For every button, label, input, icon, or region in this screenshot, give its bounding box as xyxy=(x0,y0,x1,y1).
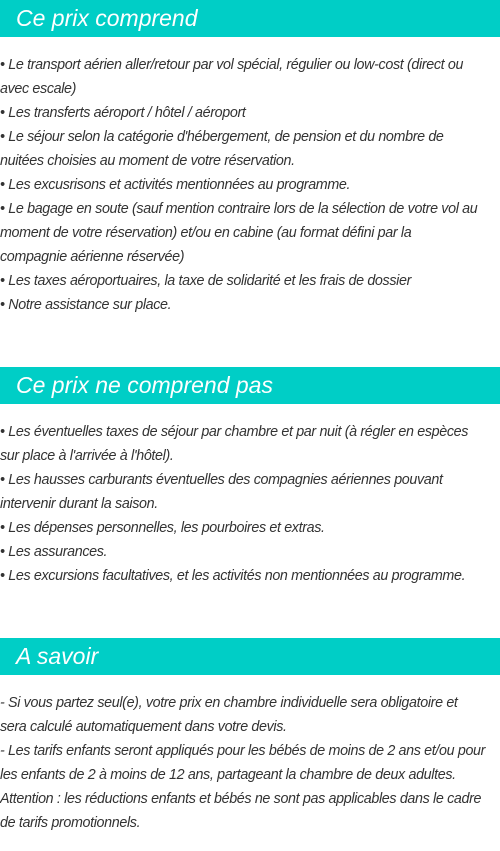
text-line: de tarifs promotionnels. xyxy=(0,815,141,831)
section-body-not-included xyxy=(0,420,500,588)
text-line: • Les dépenses personnelles, les pourboires et extras. xyxy=(0,520,325,536)
text-line: avec escale) xyxy=(0,81,77,97)
section-body-good-to-know xyxy=(0,691,500,835)
text-line: compagnie aérienne réservée) xyxy=(0,249,185,265)
text-line: - Si vous partez seul(e), votre prix en chambre individuelle sera obligatoire et xyxy=(0,695,458,711)
text-line: Attention : les réductions enfants et bébés ne sont pas applicables dans le cadre xyxy=(0,791,482,807)
section-header-included: Ce prix comprend xyxy=(0,0,500,37)
section-header-not-included: Ce prix ne comprend pas xyxy=(0,367,500,404)
text-line: moment de votre réservation) et/ou en cabine (au format défini par la xyxy=(0,225,412,241)
section-header-good-to-know: A savoir xyxy=(0,638,500,675)
text-line: nuitées choisies au moment de votre réservation. xyxy=(0,153,295,169)
text-line: intervenir durant la saison. xyxy=(0,496,158,512)
text-line: • Les assurances. xyxy=(0,544,108,560)
text-line: • Le bagage en soute (sauf mention contraire lors de la sélection de votre vol au xyxy=(0,201,478,217)
text-line: • Le séjour selon la catégorie d'hébergement, de pension et du nombre de xyxy=(0,129,444,145)
text-line: • Les excusrisons et activités mentionnées au programme. xyxy=(0,177,351,193)
text-line: • Les excursions facultatives, et les activités non mentionnées au programme. xyxy=(0,568,466,584)
section-body-included xyxy=(0,53,500,317)
text-line: • Les éventuelles taxes de séjour par chambre et par nuit (à régler en espèces xyxy=(0,424,469,440)
text-line: • Notre assistance sur place. xyxy=(0,297,172,313)
text-line: sur place à l'arrivée à l'hôtel). xyxy=(0,448,174,464)
text-line: - Les tarifs enfants seront appliqués pour les bébés de moins de 2 ans et/ou pour xyxy=(0,743,486,759)
text-line: • Les taxes aéroportuaires, la taxe de solidarité et les frais de dossier xyxy=(0,273,411,289)
text-line: les enfants de 2 à moins de 12 ans, partageant la chambre de deux adultes. xyxy=(0,767,456,783)
text-line: • Les transferts aéroport / hôtel / aéroport xyxy=(0,105,246,121)
text-line: • Le transport aérien aller/retour par vol spécial, régulier ou low-cost (direct ou xyxy=(0,57,464,73)
text-line: • Les hausses carburants éventuelles des compagnies aériennes pouvant xyxy=(0,472,443,488)
text-line: sera calculé automatiquement dans votre devis. xyxy=(0,719,287,735)
